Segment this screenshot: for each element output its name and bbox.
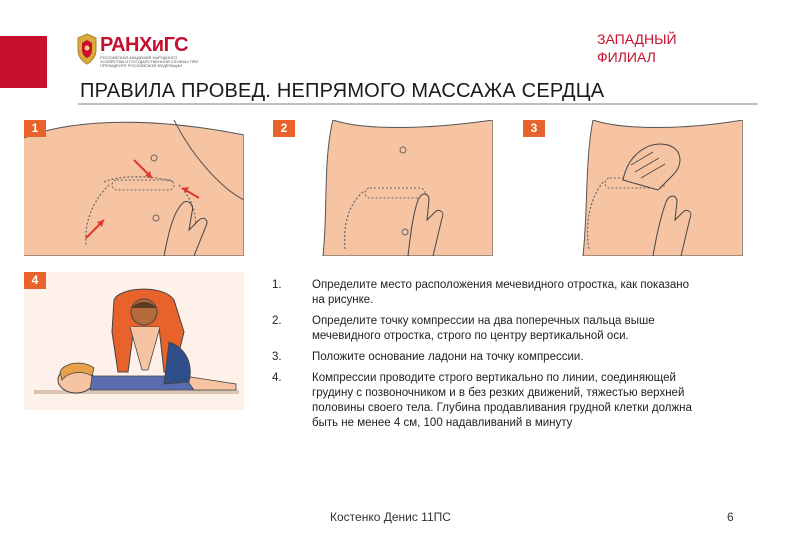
chest-landmark-illustration [24, 120, 244, 256]
page-number: 6 [727, 510, 734, 524]
branch-line-2: ФИЛИАЛ [597, 49, 656, 65]
list-item [272, 278, 702, 308]
panel-badge-4: 4 [24, 272, 46, 289]
illustration-panel-4 [24, 272, 244, 410]
accent-bar [0, 36, 47, 88]
illustration-panel-1 [24, 120, 244, 256]
branch-line-1: ЗАПАДНЫЙ [597, 31, 677, 47]
list-item-number: 3. [272, 351, 282, 363]
logo-text: РАНХиГС [100, 34, 189, 56]
panel-badge-2: 2 [273, 120, 295, 137]
page-title: ПРАВИЛА ПРОВЕД. НЕПРЯМОГО МАССАЖА СЕРДЦА [80, 80, 605, 102]
list-item [272, 371, 702, 431]
list-item-text: Компрессии проводите строго вертикально по линии, соединяющей грудину с позвоночником и в без резких движений, тяжестью верхней половины своего тела. Глубина продавливания грудной клетки должна быть не менее 4 см, 100 надавливаний в минуту [312, 372, 692, 429]
list-item-number: 4. [272, 372, 282, 384]
panel-badge-1: 1 [24, 120, 46, 137]
palm-placement-illustration [523, 120, 743, 256]
list-item [272, 350, 702, 365]
title-divider [78, 103, 758, 105]
footer-author: Костенко Денис 11ПС [330, 510, 451, 524]
list-item-text: Определите точку компрессии на два поперечных пальца выше мечевидного отростка, строго по центру вертикальной оси. [312, 315, 655, 342]
list-item-text: Определите место расположения мечевидного отростка, как показано на рисунке. [312, 279, 689, 306]
instruction-list [272, 278, 702, 437]
list-item-number: 1. [272, 279, 282, 291]
panel-badge-3: 3 [523, 120, 545, 137]
logo-subtext: РОССИЙСКАЯ АКАДЕМИЯ НАРОДНОГО ХОЗЯЙСТВА И ГОСУДАРСТВЕННОЙ СЛУЖБЫ ПРИ ПРЕЗИДЕНТЕ РОССИЙСКОЙ ФЕДЕРАЦИИ [100, 55, 199, 68]
illustration-panel-3 [523, 120, 743, 256]
branch-label [597, 30, 677, 66]
emblem-icon [74, 32, 100, 66]
list-item-text: Положите основание ладони на точку компрессии. [312, 351, 584, 363]
illustration-panel-2 [273, 120, 493, 256]
cpr-compression-illustration [24, 272, 244, 410]
list-item-number: 2. [272, 315, 282, 327]
list-item [272, 314, 702, 344]
two-finger-placement-illustration [273, 120, 493, 256]
